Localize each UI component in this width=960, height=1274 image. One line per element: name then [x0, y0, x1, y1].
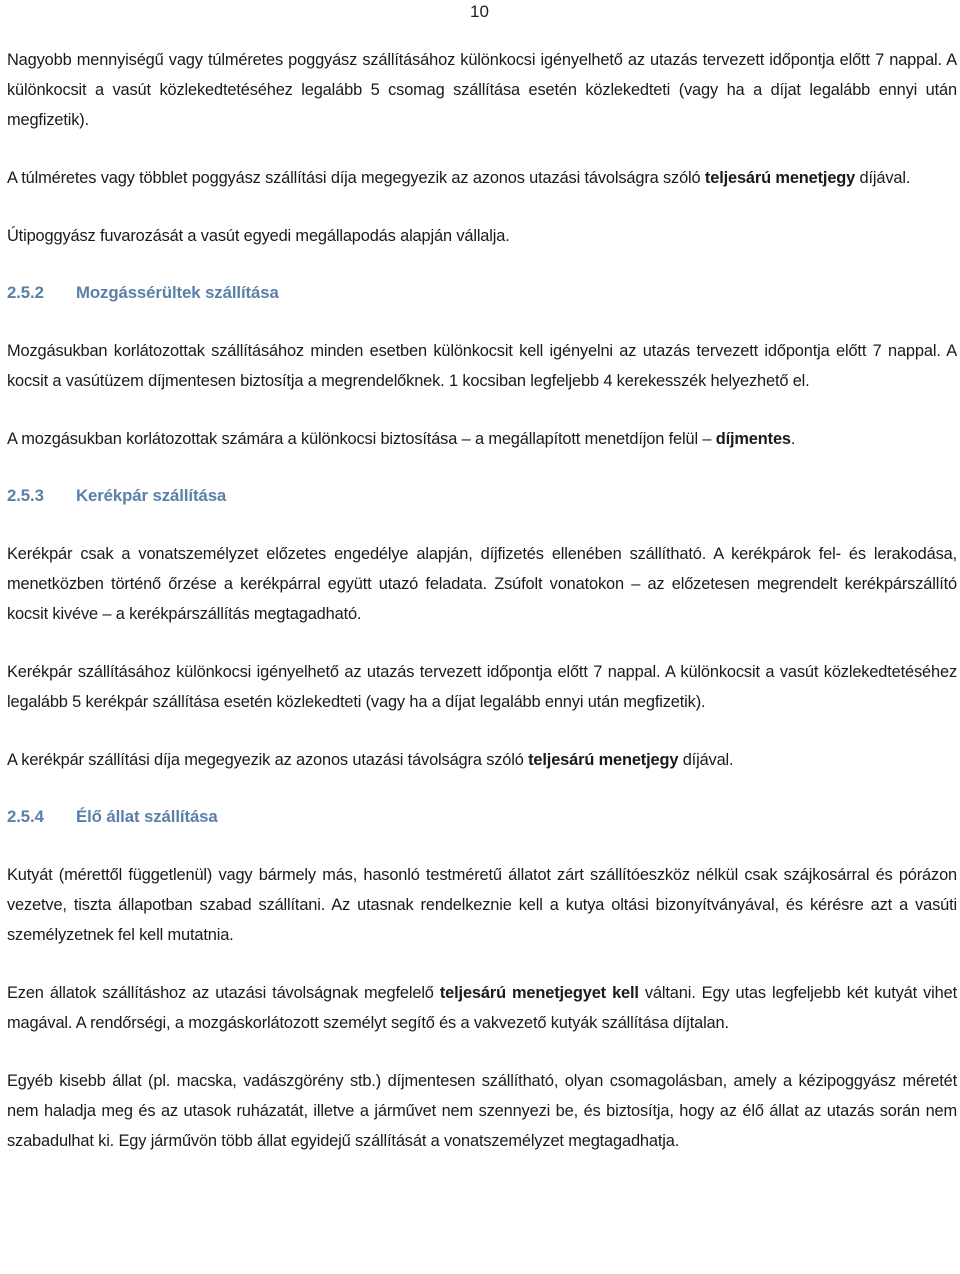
text-span: A kerékpár szállítási díja megegyezik az azonos utazási távolságra szóló [7, 751, 529, 769]
text-span: A túlméretes vagy többlet poggyász szállítási díja megegyezik az azonos utazási távolságra szóló [7, 169, 705, 187]
text-span: . [790, 430, 796, 448]
bold-term: díjmentes [715, 430, 791, 448]
paragraph-bicycle-special-car: Kerékpár szállításához különkocsi igényelhető az utazás tervezett időpontja előtt 7 nappal. A különkocsit a vasút közlekedtetéséhez legalább 5 kerékpár szállítása esetén közlekedteti (vagy ha a díjat legalább ennyi után megfizetik). [7, 663, 957, 711]
section-heading-2-5-4 [7, 802, 957, 832]
bold-term: teljesárú menetjegy [528, 751, 679, 769]
text-span: váltani. Egy utas legfeljebb két kutyát vihet magával. A rendőrségi, a mozgáskorlátozott személyt segítő és a vakvezető kutyák szállítása díjtalan. [7, 984, 957, 1032]
text-span: Ezen állatok szállításhoz az utazási távolságnak megfelelő [7, 984, 440, 1002]
section-heading-2-5-3 [7, 481, 957, 511]
paragraph-dog-ticket [7, 978, 957, 1038]
text-span: díjával. [678, 751, 734, 769]
section-heading-2-5-2 [7, 278, 957, 308]
paragraph-dog-transport: Kutyát (mérettől függetlenül) vagy bármely más, hasonló testméretű állatot zárt szállítóeszköz nélkül csak szájkosárral és pórázon vezetve, tiszta állapotban szabad szállítani. Az utasnak rendelkeznie kell a kutya oltási bizonyítványával, és kérésre azt a vasúti személyzetnek fel kell mutatnia. [7, 866, 957, 944]
paragraph-travel-luggage: Útipoggyász fuvarozását a vasút egyedi megállapodás alapján vállalja. [7, 227, 510, 245]
text-span: A mozgásukban korlátozottak számára a különkocsi biztosítása – a megállapított menetdíjon felül – [7, 430, 716, 448]
paragraph-bicycle-permission: Kerékpár csak a vonatszemélyzet előzetes engedélye alapján, díjfizetés ellenében szállítható. A kerékpárok fel- és lerakodása, menetközben történő őrzése a kerékpárral együtt utazó feladata. Zsúfolt vonatokon – az előzetesen megrendelt kerékpárszállító kocsit kivéve – a kerékpárszállítás megtagadható. [7, 545, 957, 623]
section-title: Kerékpár szállítása [76, 486, 227, 505]
paragraph-disabled-free [7, 424, 957, 454]
text-span: díjával. [855, 169, 911, 187]
paragraph-oversized-luggage: Nagyobb mennyiségű vagy túlméretes poggyász szállításához különkocsi igényelhető az utazás tervezett időpontja előtt 7 nappal. A különkocsit a vasút közlekedtetéséhez legalább 5 csomag szállítása esetén közlekedteti (vagy ha a díjat legalább ennyi után megfizetik). [7, 51, 957, 129]
bold-term: teljesárú menetjegy [704, 169, 856, 187]
section-number: 2.5.3 [7, 486, 44, 505]
paragraph-bicycle-fee [7, 745, 957, 775]
document-body [7, 45, 957, 1156]
section-title: Élő állat szállítása [76, 807, 218, 826]
section-number: 2.5.2 [7, 283, 44, 302]
page-number: 10 [470, 2, 489, 21]
section-number: 2.5.4 [7, 807, 44, 826]
section-title: Mozgássérültek szállítása [76, 283, 279, 302]
paragraph-disabled-transport: Mozgásukban korlátozottak szállításához minden esetben különkocsit kell igényelni az utazás tervezett időpontja előtt 7 nappal. A kocsit a vasútüzem díjmentesen biztosítja a megrendelőknek. 1 kocsiban legfeljebb 4 kerekesszék helyezhető el. [7, 342, 957, 390]
bold-term: teljesárú menetjegyet kell [439, 984, 639, 1002]
paragraph-small-animals: Egyéb kisebb állat (pl. macska, vadászgörény stb.) díjmentesen szállítható, olyan csomagolásban, amely a kézipoggyász méretét nem haladja meg és az utasok ruházatát, illetve a járművet nem szennyezi be, és biztosítja, hogy az élő állat az utazás során nem szabadulhat ki. Egy járművön több állat egyidejű szállítását a vonatszemélyzet megtagadhatja. [7, 1072, 957, 1150]
paragraph-luggage-fee [7, 163, 957, 193]
